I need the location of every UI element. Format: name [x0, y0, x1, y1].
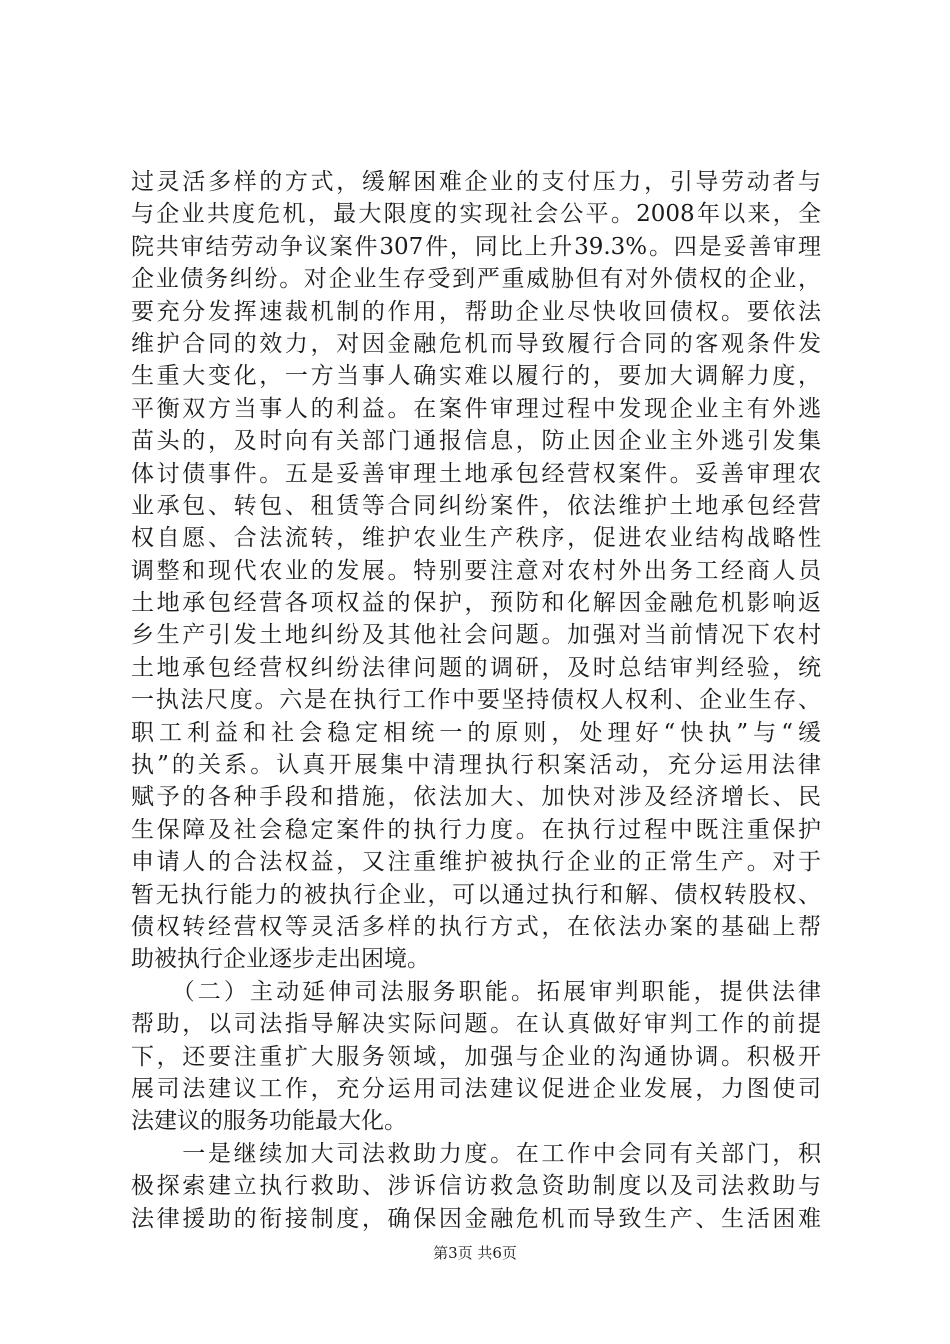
text-line: 业承包、转包、租赁等合同纠纷案件，依法维护土地承包经营: [131, 492, 821, 519]
text-line: 土地承包经营各项权益的保护，预防和化解因金融危机影响返: [131, 590, 821, 617]
page-footer: 第3页 共6页: [433, 1244, 517, 1262]
body-text: [131, 166, 821, 1235]
text-line: 法建议的服务功能最大化。: [131, 1108, 407, 1135]
text-line: 土地承包经营权纠纷法律问题的调研，及时总结审判经验，统: [131, 654, 821, 681]
text-line: 维护合同的效力，对因金融危机而导致履行合同的客观条件发: [131, 330, 821, 357]
text-line: 法律援助的衔接制度，确保因金融危机而导致生产、生活困难: [131, 1205, 821, 1232]
text-line: 权自愿、合法流转，维护农业生产秩序，促进农业结构战略性: [131, 525, 821, 552]
text-line: 乡生产引发土地纠纷及其他社会问题。加强对当前情况下农村: [131, 622, 821, 649]
text-line: 帮助，以司法指导解决实际问题。在认真做好审判工作的前提: [131, 1011, 821, 1038]
text-line: 职工利益和社会稳定相统一的原则，处理好“快执”与“缓: [131, 719, 821, 746]
text-line: 与企业共度危机，最大限度的实现社会公平。2008年以来，全: [131, 201, 821, 228]
text-line: 暂无执行能力的被执行企业，可以通过执行和解、债权转股权、: [131, 881, 821, 908]
text-line: 体讨债事件。五是妥善审理土地承包经营权案件。妥善审理农: [131, 460, 821, 487]
text-line: 调整和现代农业的发展。特别要注意对农村外出务工经商人员: [131, 557, 821, 584]
text-line: 一执法尺度。六是在执行工作中要坚持债权人权利、企业生存、: [131, 687, 821, 714]
text-line: 一是继续加大司法救助力度。在工作中会同有关部门，积: [131, 1140, 821, 1167]
text-line: 企业债务纠纷。对企业生存受到严重威胁但有对外债权的企业，: [131, 266, 821, 293]
text-line: （二）主动延伸司法服务职能。拓展审判职能，提供法律: [131, 978, 821, 1005]
text-line: 过灵活多样的方式，缓解困难企业的支付压力，引导劳动者与: [131, 169, 821, 195]
text-line: 申请人的合法权益，又注重维护被执行企业的正常生产。对于: [131, 849, 821, 876]
text-line: 生保障及社会稳定案件的执行力度。在执行过程中既注重保护: [131, 816, 821, 843]
text-line: 要充分发挥速裁机制的作用，帮助企业尽快收回债权。要依法: [131, 298, 821, 325]
text-line: 赋予的各种手段和措施，依法加大、加快对涉及经济增长、民: [131, 784, 821, 811]
text-line: 院共审结劳动争议案件307件，同比上升39.3%。四是妥善审理: [131, 233, 821, 260]
text-line: 助被执行企业逐步走出困境。: [131, 946, 430, 973]
text-line: 苗头的，及时向有关部门通报信息，防止因企业主外逃引发集: [131, 428, 821, 455]
text-line: 下，还要注重扩大服务领域，加强与企业的沟通协调。积极开: [131, 1043, 821, 1070]
text-line: 执”的关系。认真开展集中清理执行积案活动，充分运用法律: [131, 752, 821, 779]
text-line: 平衡双方当事人的利益。在案件审理过程中发现企业主有外逃: [131, 395, 821, 422]
text-line: 展司法建议工作，充分运用司法建议促进企业发展，力图使司: [131, 1075, 821, 1102]
text-line: 极探索建立执行救助、涉诉信访救急资助制度以及司法救助与: [131, 1173, 821, 1200]
text-line: 生重大变化，一方当事人确实难以履行的，要加大调解力度，: [131, 363, 821, 390]
text-line: 债权转经营权等灵活多样的执行方式，在依法办案的基础上帮: [131, 913, 821, 940]
